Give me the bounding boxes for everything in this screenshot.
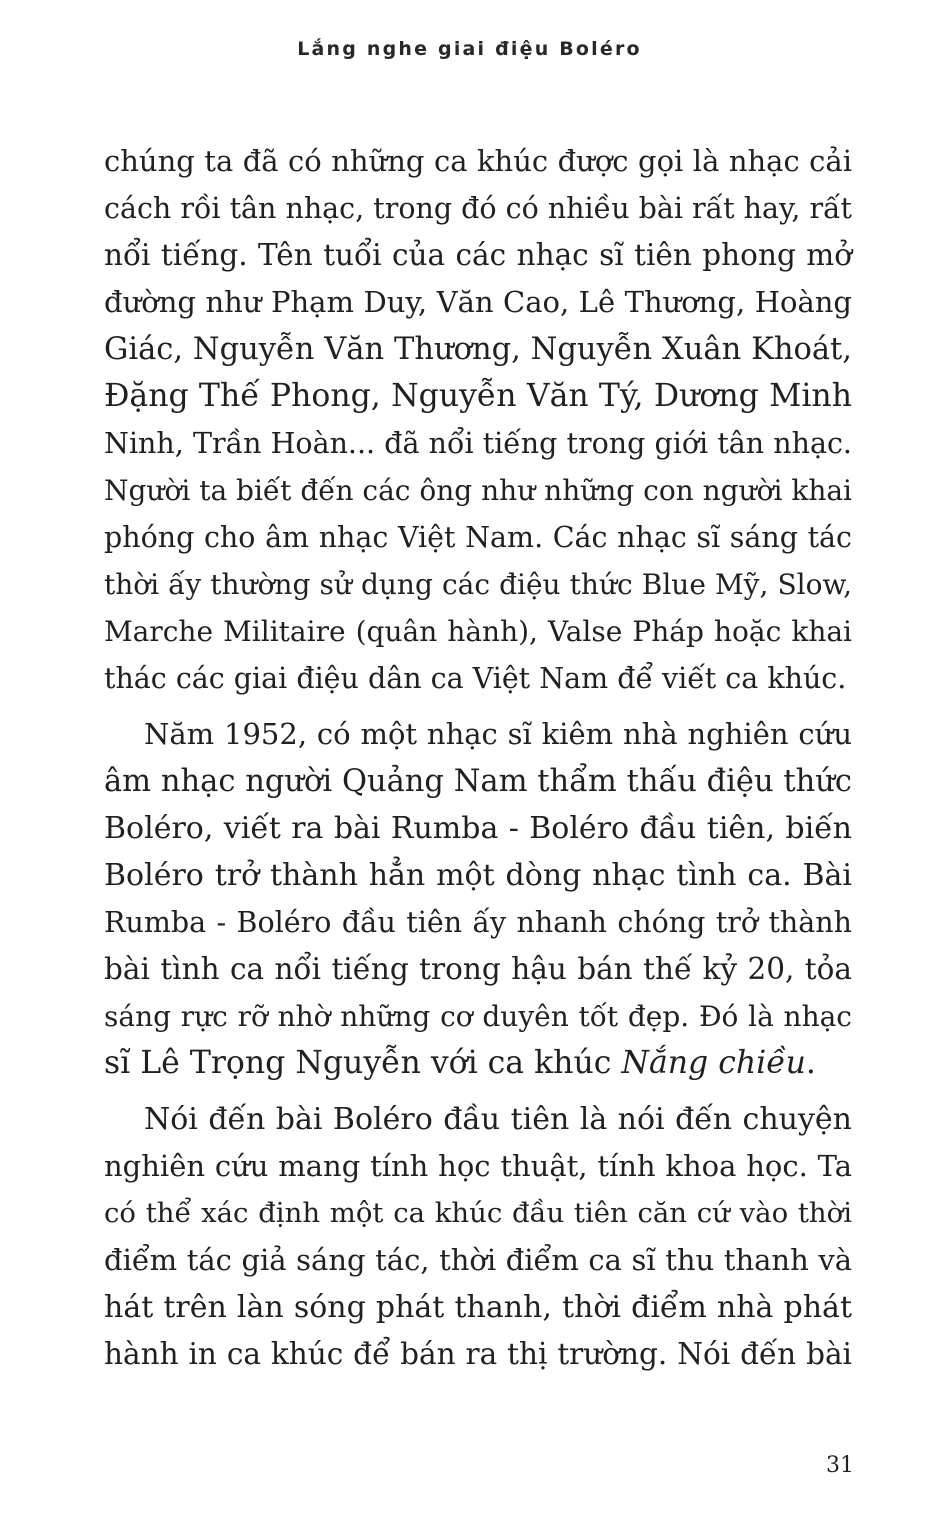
- text-line: Boléro, viết ra bài Rumba - Boléro đầu tiên, biến: [104, 811, 852, 846]
- text-line: Nói đến bài Boléro đầu tiên là nói đến chuyện: [144, 1102, 852, 1137]
- text-line: có thể xác định một ca khúc đầu tiên căn cứ vào thời: [104, 1197, 852, 1229]
- text-line: Giác, Nguyễn Văn Thương, Nguyễn Xuân Khoát,: [104, 332, 852, 367]
- text-line: Boléro trở thành hẳn một dòng nhạc tình ca. Bài: [104, 858, 852, 893]
- text-line: nghiên cứu mang tính học thuật, tính khoa học. Ta: [104, 1149, 852, 1183]
- text-line: Đặng Thế Phong, Nguyễn Văn Tý, Dương Minh: [104, 378, 852, 414]
- text-line: phóng cho âm nhạc Việt Nam. Các nhạc sĩ sáng tác: [104, 521, 852, 554]
- text-run: .: [805, 1045, 816, 1081]
- text-line: [104, 1040, 852, 1087]
- page-number: 31: [826, 1453, 854, 1478]
- text-run: sĩ Lê Trọng Nguyễn với ca khúc: [104, 1045, 622, 1081]
- text-line: Người ta biết đến các ông như những con người khai: [104, 474, 852, 507]
- text-line: âm nhạc người Quảng Nam thẩm thấu điệu thức: [104, 764, 852, 799]
- text-line: Ninh, Trần Hoàn... đã nổi tiếng trong giới tân nhạc.: [104, 427, 852, 460]
- text-line: chúng ta đã có những ca khúc được gọi là nhạc cải: [104, 144, 852, 178]
- text-line: bài tình ca nổi tiếng trong hậu bán thế kỷ 20, tỏa: [104, 952, 852, 986]
- text-line: cách rồi tân nhạc, trong đó có nhiều bài rất hay, rất: [104, 192, 852, 225]
- text-line: thác các giai điệu dân ca Việt Nam để viết ca khúc.: [104, 662, 847, 695]
- text-line: đường như Phạm Duy, Văn Cao, Lê Thương, Hoàng: [104, 285, 852, 319]
- text-line: điểm tác giả sáng tác, thời điểm ca sĩ thu thanh và: [104, 1243, 852, 1277]
- paragraph-2: [104, 711, 852, 1087]
- text-line: nổi tiếng. Tên tuổi của các nhạc sĩ tiên phong mở: [104, 238, 852, 272]
- paragraph-3: [104, 1096, 852, 1378]
- text-line: Năm 1952, có một nhạc sĩ kiêm nhà nghiên cứu: [144, 717, 852, 751]
- running-header: Lắng nghe giai điệu Boléro: [297, 38, 642, 60]
- body-text: [104, 138, 852, 1387]
- text-line: thời ấy thường sử dụng các điệu thức Blue Mỹ, Slow,: [104, 568, 852, 601]
- song-title: Nắng chiều: [621, 1045, 806, 1081]
- text-line: Marche Militaire (quân hành), Valse Pháp hoặc khai: [104, 615, 852, 648]
- text-line: Rumba - Boléro đầu tiên ấy nhanh chóng trở thành: [104, 906, 852, 939]
- text-line: hát trên làn sóng phát thanh, thời điểm nhà phát: [104, 1290, 852, 1325]
- paragraph-1: [104, 138, 852, 702]
- text-line: hành in ca khúc để bán ra thị trường. Nói đến bài: [104, 1337, 852, 1371]
- text-line: sáng rực rỡ nhờ những cơ duyên tốt đẹp. Đó là nhạc: [104, 1000, 852, 1033]
